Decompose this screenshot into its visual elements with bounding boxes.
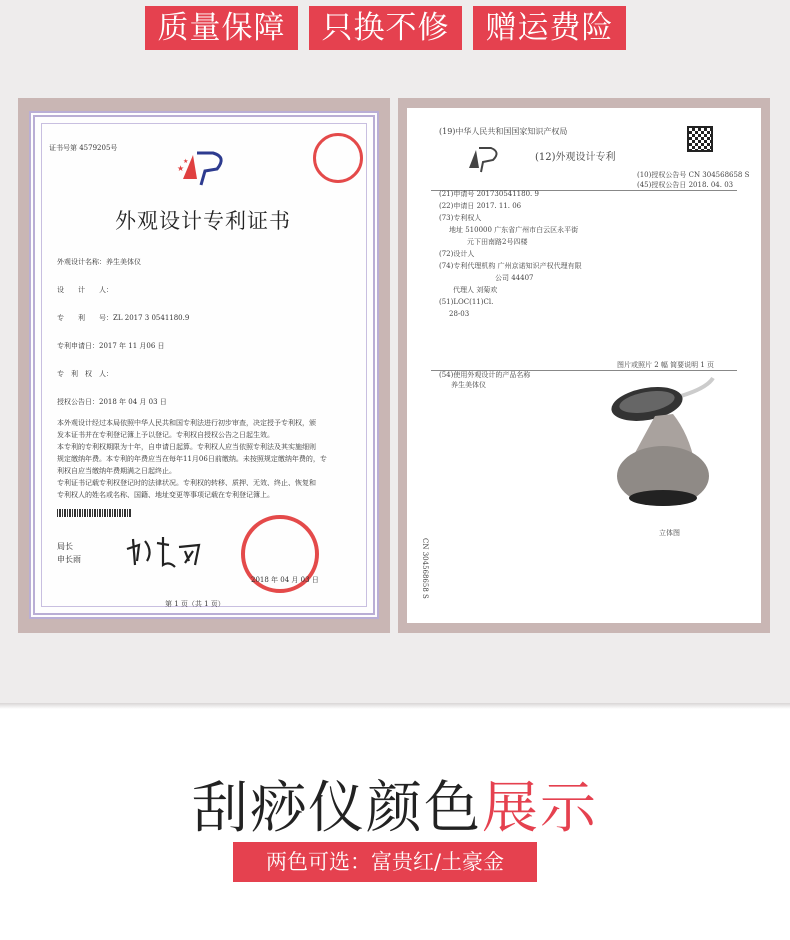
seal-date: 2018 年 04 月 03 日 (251, 576, 319, 584)
badge-freight: 赠运费险 (473, 6, 626, 50)
gazette-fields: (21)申请号 201730541180. 9 (22)申请日 2017. 11. 06 (73)专利权人 地址 510000 广东省广州市白云区永平街 元下田南路2号四楼 (72)设计人 (74)专利代理机构 广州京诺知识产权代理有限 公司 44407 代理人 刘菊欢 (51)LOC(11)Cl. 28-03 (439, 190, 582, 318)
badge-quality: 质量保障 (145, 6, 298, 50)
section-title-main: 刮痧仪颜色 (192, 776, 482, 841)
product-name: 养生美体仪 (451, 381, 486, 389)
gazette-type: (12)外观设计专利 (535, 152, 616, 163)
patent-holder: 专 利 权 人： (57, 370, 113, 378)
product-label: (54)使用外观设计的产品名称 (439, 371, 531, 379)
signature (123, 531, 207, 571)
page-number: 第 1 页（共 1 页） (165, 600, 225, 608)
gazette-logo (463, 146, 503, 174)
pub-number: (10)授权公告号 CN 304568658 S (637, 171, 750, 179)
top-seal (313, 133, 363, 183)
svg-text:★: ★ (177, 164, 185, 173)
certificate-body: 本外观设计经过本局依照中华人民共和国专利法进行初步审查，决定授予专利权，颁 发本证书并在专利登记簿上予以登记。专利权自授权公告之日起生效。 本专利的专利权期限为十年，自申请日起算。专利权人应当依照专利法及其实施细则 规定缴纳年费。本专利的年费应当在每年11月06日前缴纳。未按照规定缴纳年费的，专 利权自应当缴纳年费期满之日起终止。 专利证书记载专利权登记时的法律状况。专利权的转移、质押、无效、终止、恢复和 专利权人的姓名或名称、国籍、地址变更等事项记载在专利登记簿上。 (57, 419, 327, 499)
massager-image (603, 368, 723, 518)
patent-number: 专 利 号：ZL 2017 3 0541180.9 (57, 314, 190, 322)
patent-gazette (407, 108, 761, 623)
designer: 设 计 人： (57, 286, 113, 294)
section-title-highlight: 展示 (482, 776, 598, 841)
section-divider (0, 703, 790, 709)
qr-code (687, 126, 713, 152)
barcode (57, 509, 131, 517)
view-caption: 立体图 (659, 529, 680, 537)
svg-text:★: ★ (183, 158, 189, 165)
pub-date: (45)授权公告日 2018. 04. 03 (637, 181, 734, 189)
section-title (0, 764, 790, 844)
figure-note: 图片或照片 2 幅 简要说明 1 页 (617, 361, 715, 369)
badge-exchange: 只换不修 (309, 6, 462, 50)
director-name: 申长雨 (57, 555, 81, 564)
patent-certificate (29, 111, 379, 619)
side-code: CN 304568658 S (421, 538, 429, 599)
patent-office-logo (175, 149, 235, 189)
design-name: 外观设计名称：养生美体仪 (57, 258, 141, 266)
director-label: 局长 (57, 542, 73, 551)
certificate-title: 外观设计专利证书 (115, 209, 291, 233)
grant-date: 授权公告日：2018 年 04 月 03 日 (57, 398, 167, 406)
apply-date: 专利申请日：2017 年 11 月06 日 (57, 342, 165, 350)
cert-number: 证书号第 4579205号 (49, 144, 118, 152)
gazette-org: (19)中华人民共和国国家知识产权局 (439, 127, 568, 136)
color-options-badge: 两色可选：富贵红/土豪金 (233, 842, 537, 882)
